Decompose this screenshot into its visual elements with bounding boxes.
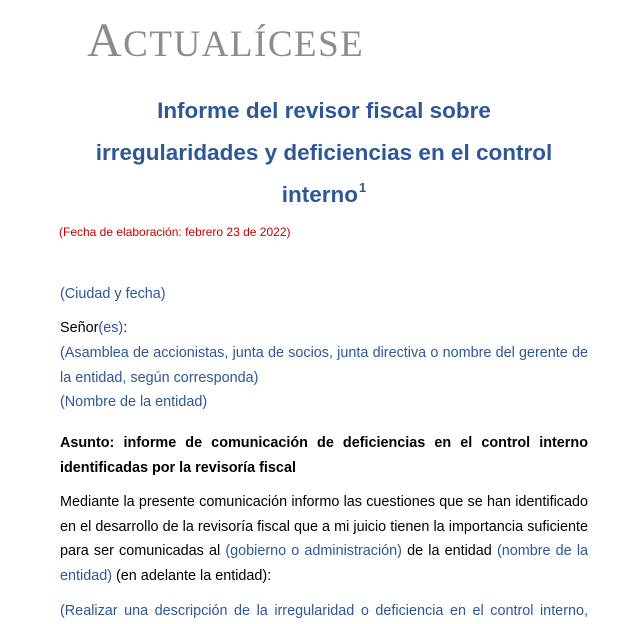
logo-rest: CTUALÍCESE [123,24,365,65]
instruction-placeholder: (Realizar una descripción de la irregularidad o deficiencia en el control interno, [60,603,588,619]
intro-paragraph [60,490,588,588]
salutation-plural: (es) [98,320,124,336]
subject-line: Asunto: informe de comunicación de deficiencias en el control interno identificadas por la revisoría fiscal [60,435,588,476]
entity-name-placeholder: (Nombre de la entidad) [60,394,208,410]
salutation-colon: : [123,320,128,336]
intro-text-1: Mediante la presente comunicación informo las cuestiones que se han identificado en el desarrollo de la revisoría fiscal que a mi juicio tienen la importancia suficiente para ser comunicadas al [60,494,588,559]
actualicese-logo [87,14,365,67]
logo-initial: A [87,14,124,67]
footnote-marker[interactable]: 1 [359,179,367,195]
intro-text-2: de la entidad [401,543,497,559]
recipient-placeholder: (Asamblea de accionistas, junta de socios, junta directiva o nombre del gerente de la entidad, según corresponda) [60,345,588,386]
salutation [60,316,588,341]
title-line-2: irregularidades y deficiencias en el control [95,140,553,165]
title-line-3: interno [281,182,358,207]
entity-name-inline-placeholder: (nombre de la entidad) [60,543,589,584]
governance-placeholder: (gobierno o administración) [225,543,402,559]
salutation-prefix: Señor [60,320,99,336]
elaboration-date: (Fecha de elaboración: febrero 23 de 2022) [59,225,291,239]
city-date-placeholder: (Ciudad y fecha) [60,286,166,302]
title-line-1: Informe del revisor fiscal sobre [157,98,491,123]
intro-text-3: (en adelante la entidad): [112,567,272,584]
document-title [20,90,628,216]
